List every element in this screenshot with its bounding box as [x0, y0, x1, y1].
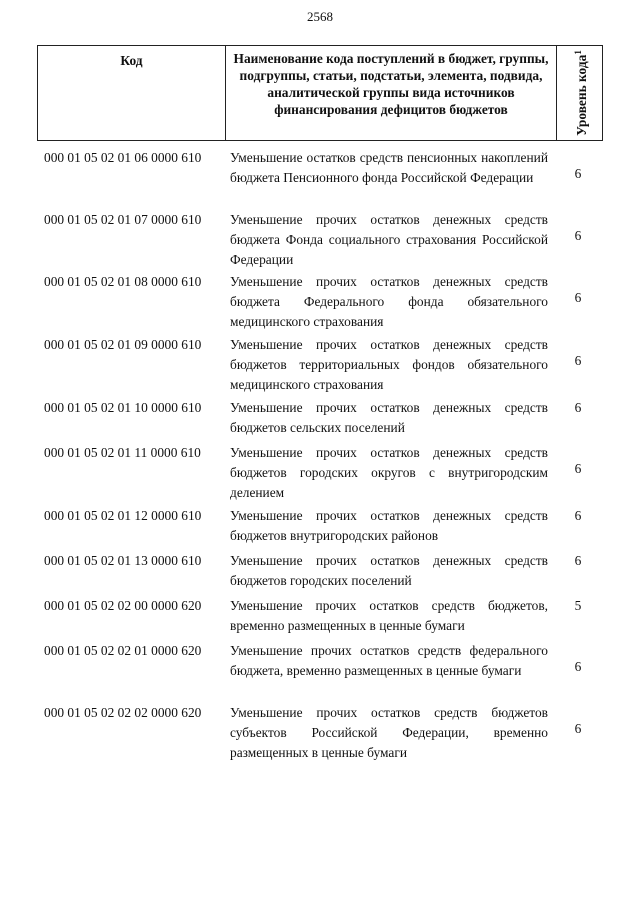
- row-code: 000 01 05 02 01 06 0000 610: [44, 150, 202, 165]
- header-name: Наименование кода поступлений в бюджет, группы, подгруппы, статьи, подстатьи, элемента, подвида, аналитической группы вида источников финансирования дефицитов бюджетов: [226, 46, 557, 140]
- table-row: [44, 596, 594, 641]
- row-name: Уменьшение прочих остатков средств бюджетов субъектов Российской Федерации, временно размещенных в ценные бумаги: [230, 705, 548, 760]
- table-row: [44, 703, 594, 765]
- row-level: 6: [574, 508, 582, 523]
- row-code: 000 01 05 02 01 07 0000 610: [44, 212, 202, 227]
- row-name: Уменьшение остатков средств пенсионных накоплений бюджета Пенсионного фонда Российской Федерации: [230, 150, 548, 185]
- table-row: [44, 506, 594, 551]
- row-code: 000 01 05 02 02 00 0000 620: [44, 598, 202, 613]
- row-level: 6: [574, 721, 582, 736]
- row-level: 6: [574, 353, 582, 368]
- row-code: 000 01 05 02 01 08 0000 610: [44, 274, 202, 289]
- row-name: Уменьшение прочих остатков денежных средств бюджетов городских поселений: [230, 553, 548, 588]
- row-level: 6: [574, 659, 582, 674]
- table-body: [44, 148, 594, 765]
- header-code: Код: [38, 46, 226, 140]
- row-level: 6: [574, 461, 582, 476]
- table-row: [44, 641, 594, 703]
- row-level: 5: [574, 598, 582, 613]
- row-name: Уменьшение прочих остатков денежных средств бюджета Фонда социального страхования Российской Федерации: [230, 212, 548, 267]
- row-code: 000 01 05 02 02 01 0000 620: [44, 643, 202, 658]
- table-header: [37, 45, 603, 141]
- row-level: 6: [574, 553, 582, 568]
- row-level: 6: [574, 400, 582, 415]
- row-name: Уменьшение прочих остатков средств федерального бюджета, временно размещенных в ценные бумаги: [230, 643, 548, 678]
- row-level: 6: [574, 290, 582, 305]
- row-code: 000 01 05 02 01 11 0000 610: [44, 445, 201, 460]
- header-level-cell: [557, 46, 602, 140]
- table-row: [44, 443, 594, 506]
- row-code: 000 01 05 02 01 10 0000 610: [44, 400, 202, 415]
- table-row: [44, 272, 594, 335]
- header-level-text: Уровень кода: [573, 54, 589, 136]
- row-code: 000 01 05 02 02 02 0000 620: [44, 705, 202, 720]
- row-code: 000 01 05 02 01 13 0000 610: [44, 553, 202, 568]
- row-name: Уменьшение прочих остатков денежных средств бюджетов внутригородских районов: [230, 508, 548, 543]
- row-level: 6: [574, 228, 582, 243]
- row-code: 000 01 05 02 01 09 0000 610: [44, 337, 202, 352]
- row-name: Уменьшение прочих остатков денежных средств бюджетов территориальных фондов обязательного медицинского страхования: [230, 337, 548, 392]
- table-row: [44, 551, 594, 596]
- row-code: 000 01 05 02 01 12 0000 610: [44, 508, 202, 523]
- table-row: [44, 398, 594, 443]
- table-row: [44, 210, 594, 272]
- header-level: [570, 50, 588, 136]
- table-row: [44, 335, 594, 398]
- row-level: 6: [574, 166, 582, 181]
- page-number: 2568: [307, 9, 333, 24]
- row-name: Уменьшение прочих остатков средств бюджетов, временно размещенных в ценные бумаги: [230, 598, 548, 633]
- row-name: Уменьшение прочих остатков денежных средств бюджетов городских округов с внутригородским делением: [230, 445, 548, 500]
- header-level-footnote: 1: [572, 50, 583, 55]
- row-name: Уменьшение прочих остатков денежных средств бюджетов сельских поселений: [230, 400, 548, 435]
- row-name: Уменьшение прочих остатков денежных средств бюджета Федерального фонда обязательного медицинского страхования: [230, 274, 548, 329]
- table-row: [44, 148, 594, 210]
